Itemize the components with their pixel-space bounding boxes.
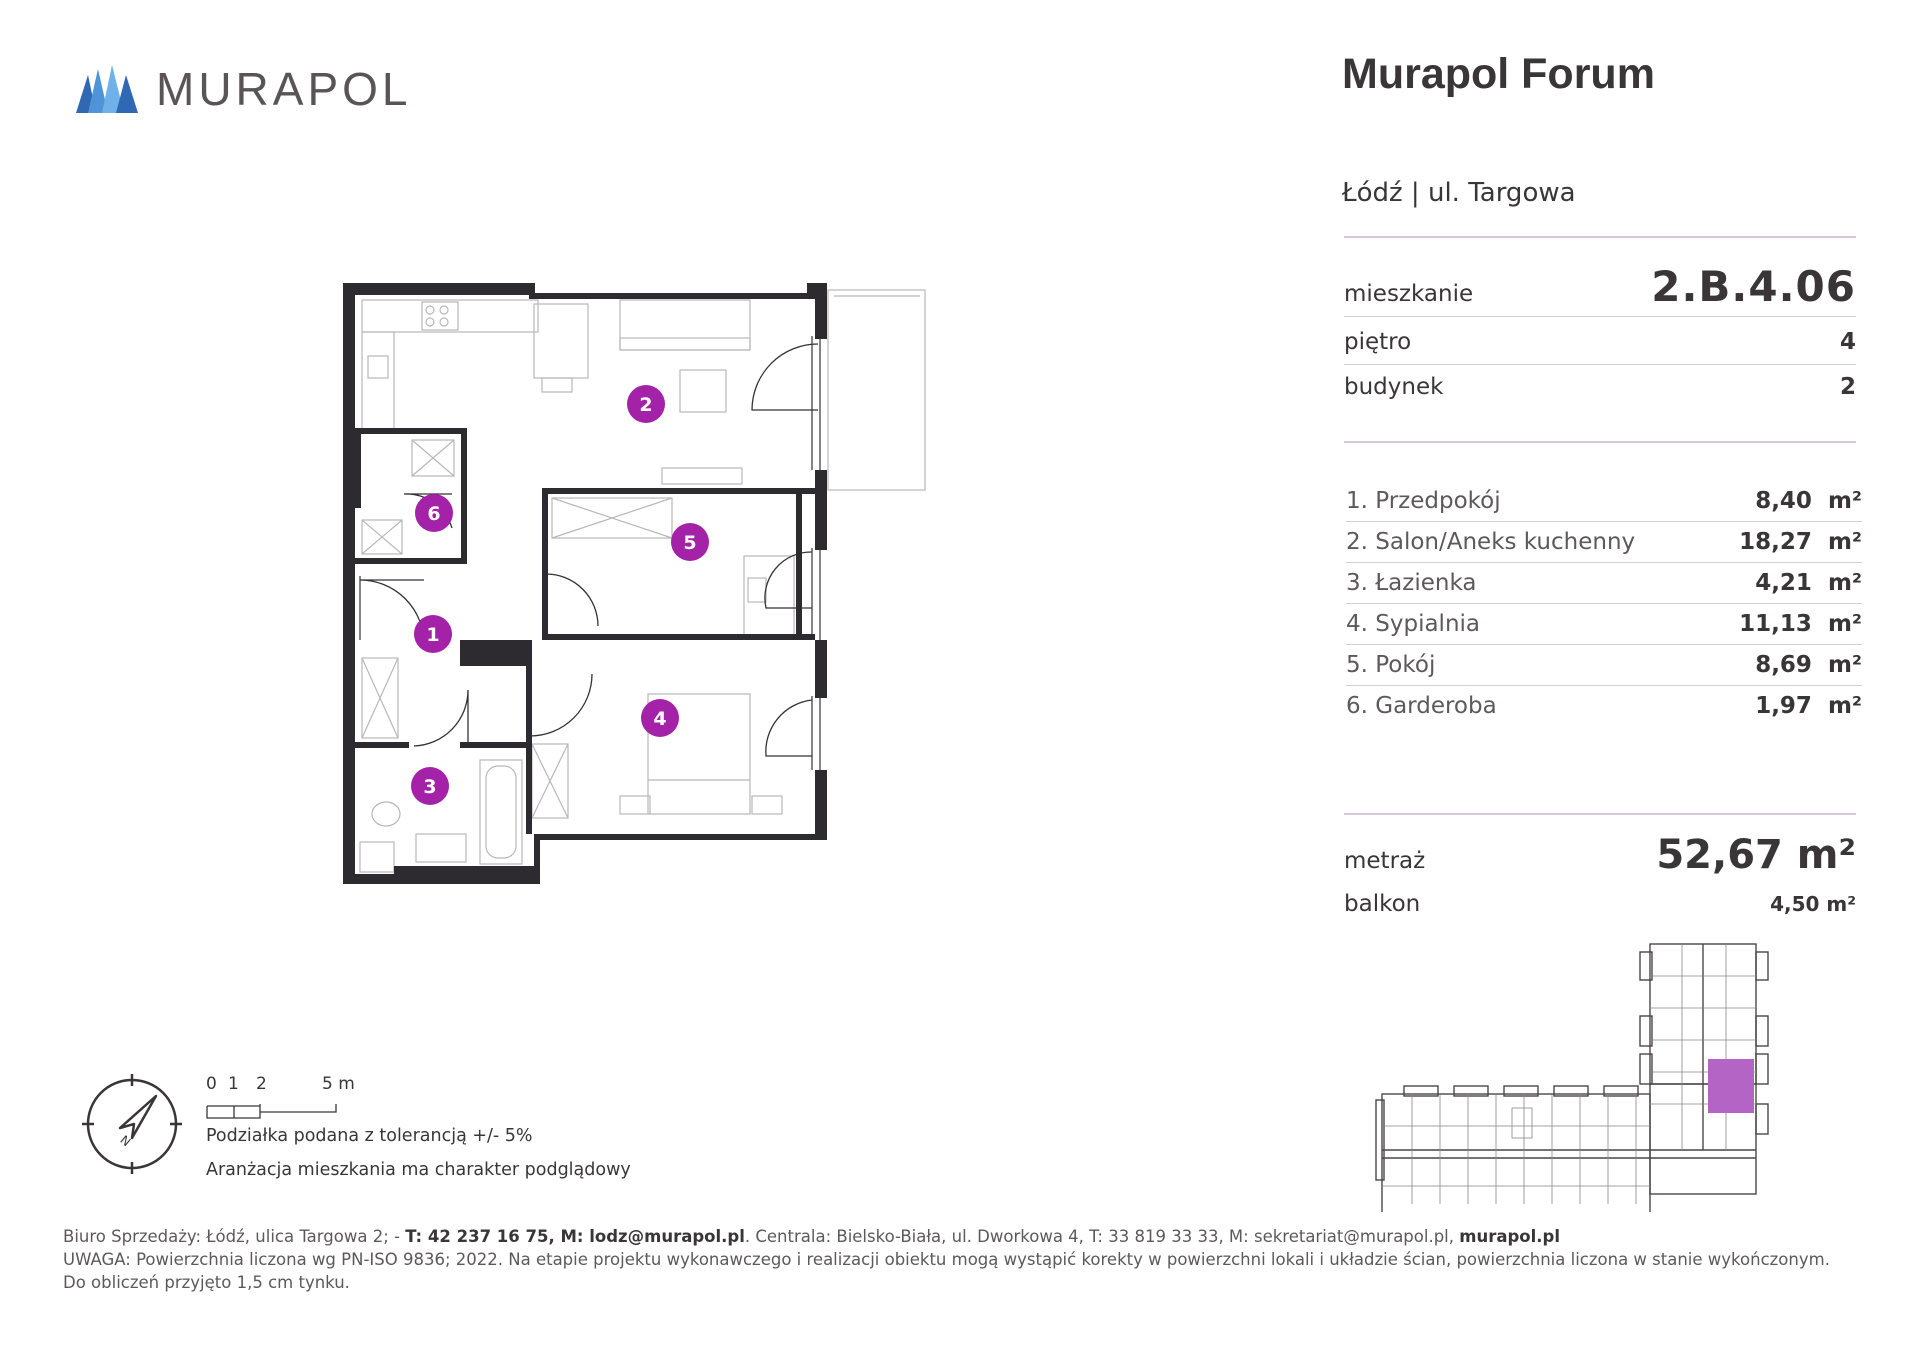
room-marker-label: 5 (683, 532, 697, 554)
divider (1346, 562, 1862, 563)
scale-tick-label: 0 (206, 1074, 217, 1094)
room-name: 1. Przedpokój (1346, 488, 1501, 514)
project-title: Murapol Forum (1342, 50, 1655, 98)
svg-text:N: N (117, 1132, 134, 1150)
total-area-row (1344, 832, 1856, 878)
divider (1344, 813, 1856, 815)
divider (1344, 316, 1856, 317)
room-row (1346, 529, 1862, 555)
room-area: 1,97 m² (1755, 693, 1862, 719)
room-name: 6. Garderoba (1346, 693, 1497, 719)
room-row (1346, 652, 1862, 678)
balcony-label: balkon (1344, 891, 1421, 917)
divider (1344, 364, 1856, 365)
brand-logo (74, 62, 411, 116)
floor-row (1344, 329, 1856, 355)
total-area-label: metraż (1344, 848, 1426, 874)
divider (1346, 521, 1862, 522)
room-marker-label: 3 (423, 776, 437, 798)
balcony-row (1344, 891, 1856, 917)
room-name: 5. Pokój (1346, 652, 1436, 678)
project-location: Łódź | ul. Targowa (1342, 178, 1576, 208)
total-area-value: 52,67 m² (1656, 832, 1856, 878)
scale-tick-label: 5 m (322, 1074, 355, 1094)
room-row (1346, 570, 1862, 596)
divider (1346, 644, 1862, 645)
scale-bar (206, 1100, 340, 1120)
divider (1346, 603, 1862, 604)
brand-name: MURAPOL (156, 63, 412, 115)
room-name: 4. Sypialnia (1346, 611, 1481, 637)
building-row (1344, 374, 1856, 400)
tolerance-note: Podziałka podana z tolerancją +/- 5% (206, 1126, 533, 1146)
divider (1344, 236, 1856, 238)
divider (1346, 685, 1862, 686)
apartment-number: 2.B.4.06 (1651, 262, 1856, 311)
building-value: 2 (1839, 374, 1856, 400)
scale-tick-label: 2 (256, 1074, 267, 1094)
room-markers (411, 385, 709, 805)
room-marker-label: 6 (427, 503, 441, 525)
room-area: 4,21 m² (1755, 570, 1862, 596)
room-area: 11,13 m² (1739, 611, 1862, 637)
preview-note: Aranżacja mieszkania ma charakter podglądowy (206, 1160, 631, 1180)
room-row (1346, 611, 1862, 637)
room-name: 2. Salon/Aneks kuchenny (1346, 529, 1636, 555)
footer-note: UWAGA: Powierzchnia liczona wg PN-ISO 9836; 2022. Na etapie projektu wykonawczego i realizacji obiektu mogą wystąpić korekty w powierzchni lokali i układzie ścian, powierzchnia liczona w stanie wykończonym. (63, 1250, 1830, 1269)
room-area: 18,27 m² (1739, 529, 1862, 555)
divider (1344, 441, 1856, 443)
building-label: budynek (1344, 374, 1444, 400)
apartment-label: mieszkanie (1344, 281, 1474, 307)
scale-tick-label: 1 (228, 1074, 239, 1094)
apartment-highlight (1708, 1059, 1754, 1113)
footer-plaster-note: Do obliczeń przyjęto 1,5 cm tynku. (63, 1273, 350, 1292)
room-name: 3. Łazienka (1346, 570, 1477, 596)
apartment-row (1344, 262, 1856, 311)
room-marker-label: 4 (653, 708, 667, 730)
room-marker-label: 2 (639, 394, 653, 416)
balcony-value: 4,50 m² (1770, 892, 1856, 916)
floor-value: 4 (1839, 329, 1856, 355)
floor-plan (330, 270, 950, 910)
compass-icon (82, 1074, 182, 1174)
room-marker-label: 1 (426, 624, 440, 646)
floor-label: piętro (1344, 329, 1412, 355)
room-area: 8,69 m² (1755, 652, 1862, 678)
footer-contact: Biuro Sprzedaży: Łódź, ulica Targowa 2; - T: 42 237 16 75, M: lodz@murapol.pl. Centrala: Bielsko-Biała, ul. Dworkowa 4, T: 33 819 33 33, M: sekretariat@murapol.pl, murapol.pl (63, 1227, 1560, 1246)
room-row (1346, 693, 1862, 719)
room-area: 8,40 m² (1755, 488, 1862, 514)
building-key-plan (1374, 940, 1778, 1212)
murapol-logo-icon (74, 65, 140, 113)
room-row (1346, 488, 1862, 514)
balcony-outline (828, 290, 925, 490)
